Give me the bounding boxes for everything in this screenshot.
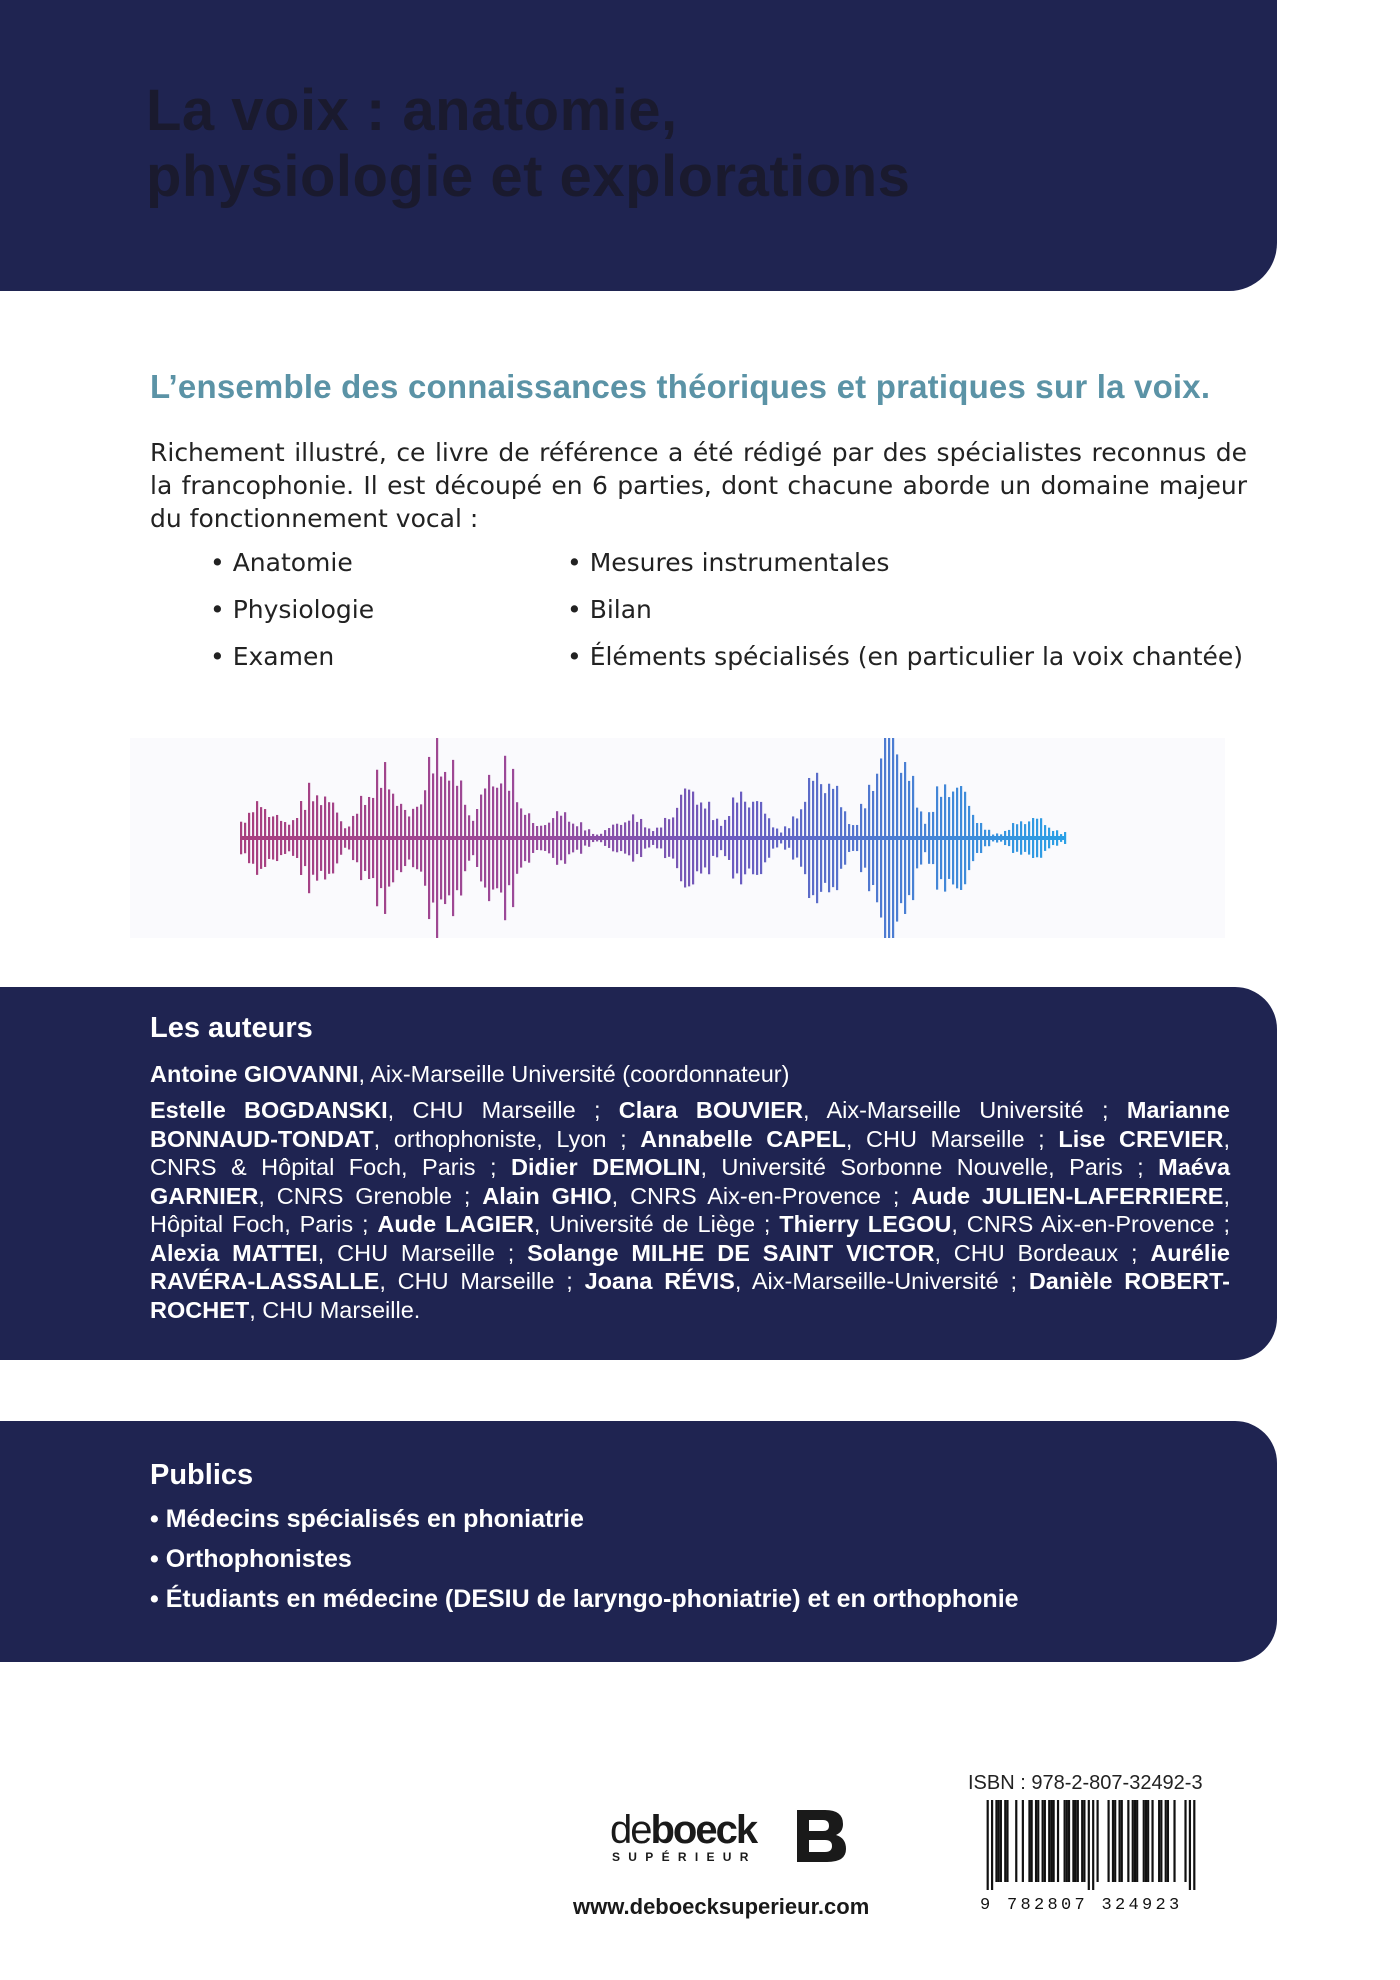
barcode-bar — [1160, 1800, 1162, 1882]
author-affiliation: , CHU Bordeaux ; — [934, 1239, 1151, 1266]
barcode-bar — [998, 1800, 1000, 1882]
author-name: Annabelle CAPEL — [640, 1125, 846, 1152]
publisher-logo — [610, 1808, 850, 1868]
barcode-bar — [1096, 1800, 1098, 1882]
book-title — [146, 78, 1246, 210]
author-affiliation: , CNRS Aix-en-Provence ; — [611, 1182, 912, 1209]
topic-item: • Éléments spécialisés (en particulier la voix chantée) — [567, 642, 1244, 671]
author-affiliation: , Université de Liège ; — [533, 1211, 780, 1237]
tagline: L’ensemble des connaissances théoriques et pratiques sur la voix. — [150, 368, 1211, 405]
barcode-bar — [1022, 1800, 1024, 1882]
barcode-bar — [1088, 1800, 1090, 1890]
barcode-bar — [1066, 1800, 1068, 1882]
logo-light-part: de — [610, 1808, 651, 1852]
barcode-bar — [1035, 1800, 1037, 1882]
barcode-bar — [995, 1800, 997, 1882]
authors-list — [150, 1096, 1230, 1324]
barcode-bar — [1145, 1800, 1147, 1882]
isbn-label: ISBN : 978-2-807-32492-3 — [968, 1772, 1203, 1794]
publisher-logo-word — [610, 1808, 756, 1853]
barcode-digits: 9 782807 324923 — [980, 1896, 1183, 1915]
author-affiliation: , Hôpital Foch, Paris ; — [150, 1182, 1230, 1237]
barcode-bar — [1167, 1800, 1169, 1882]
author-affiliation: , CHU Marseille ; — [845, 1125, 1059, 1152]
sound-wave-illustration — [130, 738, 1225, 938]
book-title-line-1: La voix : anatomie, — [146, 78, 678, 143]
barcode-bar — [1057, 1800, 1059, 1882]
barcode-bar — [1165, 1800, 1167, 1882]
barcode-bar — [1068, 1800, 1070, 1882]
public-item: • Médecins spécialisés en phoniatrie — [150, 1505, 584, 1533]
topic-item: • Mesures instrumentales — [567, 548, 890, 577]
author-affiliation: , Aix-Marseille-Université ; — [734, 1268, 1029, 1294]
barcode-bar — [1037, 1800, 1039, 1882]
barcode-bar — [1031, 1800, 1033, 1882]
intro-paragraph: Richement illustré, ce livre de référence a été rédigé par des spécialistes reconnus de la francophonie. Il est découpé en 6 parties, dont chacune aborde un domaine majeur du fonctionnement vocal : — [150, 438, 1247, 533]
barcode-bar — [1193, 1800, 1195, 1890]
barcode-bar — [1173, 1800, 1175, 1882]
barcode-bar — [1127, 1800, 1129, 1882]
barcode-bar — [1042, 1800, 1044, 1882]
barcode-bar — [1015, 1800, 1017, 1882]
barcode-bar — [1092, 1800, 1094, 1890]
barcode-bar — [1064, 1800, 1066, 1882]
topic-item: • Anatomie — [210, 548, 353, 577]
barcode-bar — [991, 1800, 993, 1890]
authors-heading: Les auteurs — [150, 1012, 313, 1044]
barcode-bar — [1000, 1800, 1002, 1882]
barcode-bar — [1118, 1800, 1120, 1882]
barcode-bar — [987, 1800, 989, 1890]
barcode-bar — [1072, 1800, 1074, 1882]
publisher-b-mark-icon — [793, 1808, 849, 1864]
author-name: Lise CREVIER — [1058, 1125, 1224, 1152]
barcode-bar — [1028, 1800, 1030, 1882]
barcode-bar — [1077, 1800, 1079, 1882]
author-affiliation: , CHU Marseille ; — [317, 1239, 528, 1266]
author-affiliation: , CHU Marseille ; — [379, 1268, 585, 1294]
author-name: Antoine GIOVANNI — [150, 1061, 359, 1087]
author-name: Marianne BONNAUD-TONDAT — [150, 1097, 1230, 1152]
coordinator-entry — [150, 1061, 1230, 1088]
author-name: Aurélie RAVÉRA-LASSALLE — [150, 1239, 1230, 1294]
barcode-bar — [1006, 1800, 1008, 1882]
barcode-bar — [1112, 1800, 1114, 1882]
barcode-bar — [1132, 1800, 1134, 1882]
wave-center-line — [240, 836, 1065, 840]
barcode-bar — [1189, 1800, 1191, 1890]
author-affiliation: , orthophoniste, Lyon ; — [373, 1125, 641, 1152]
public-item: • Étudiants en médecine (DESIU de laryngo-phoniatrie) et en orthophonie — [150, 1585, 1019, 1613]
barcode — [980, 1800, 1202, 1890]
barcode-bar — [1143, 1800, 1145, 1882]
author-affiliation: , Aix-Marseille Université ; — [802, 1097, 1127, 1123]
barcode-bar — [1134, 1800, 1136, 1882]
author-name: Thierry LEGOU — [779, 1211, 952, 1237]
author-affiliation: , CNRS Grenoble ; — [258, 1182, 483, 1209]
author-affiliation: , CHU Marseille. — [249, 1296, 421, 1323]
barcode-bar — [1044, 1800, 1046, 1882]
author-name: Didier DEMOLIN — [511, 1154, 701, 1180]
publisher-website[interactable]: www.deboecksuperieur.com — [573, 1894, 870, 1919]
barcode-bar — [1004, 1800, 1006, 1882]
author-affiliation: , CNRS Aix-en-Provence ; — [951, 1211, 1230, 1237]
topic-item: • Examen — [210, 642, 335, 671]
book-title-line-2: physiologie et explorations — [146, 144, 911, 209]
barcode-bar — [1075, 1800, 1077, 1882]
author-affiliation: , CNRS & Hôpital Foch, Paris ; — [150, 1125, 1230, 1180]
publisher-logo-subtitle: SUPÉRIEUR — [612, 1850, 757, 1864]
topics-list-left — [210, 543, 374, 684]
author-name: Alexia MATTEI — [150, 1239, 318, 1266]
publics-heading: Publics — [150, 1459, 254, 1491]
author-affiliation: , Université Sorbonne Nouvelle, Paris ; — [700, 1154, 1159, 1180]
barcode-bar — [1081, 1800, 1083, 1882]
author-affiliation: , CHU Marseille ; — [387, 1097, 619, 1123]
barcode-bar — [1136, 1800, 1138, 1882]
barcode-bar — [1147, 1800, 1149, 1882]
publics-list — [150, 1499, 1019, 1619]
author-name: Estelle BOGDANSKI — [150, 1097, 388, 1123]
author-name: Aude JULIEN-LAFERRIERE — [911, 1182, 1224, 1209]
barcode-bar — [1083, 1800, 1085, 1882]
public-item: • Orthophonistes — [150, 1545, 352, 1573]
topics-list-right — [567, 543, 1243, 684]
author-name: Clara BOUVIER — [618, 1097, 803, 1123]
barcode-bar — [1053, 1800, 1055, 1882]
author-name: Maéva GARNIER — [150, 1154, 1231, 1209]
barcode-bar — [1158, 1800, 1160, 1882]
topic-item: • Physiologie — [210, 595, 375, 624]
barcode-bar — [1121, 1800, 1123, 1882]
author-name: Danièle ROBERT-ROCHET — [150, 1268, 1230, 1323]
author-affiliation: , Aix-Marseille Université (coordonnateur) — [358, 1061, 790, 1087]
barcode-bar — [1114, 1800, 1116, 1882]
barcode-bar — [1151, 1800, 1153, 1882]
topic-item: • Bilan — [567, 595, 652, 624]
author-name: Alain GHIO — [482, 1182, 612, 1209]
author-name: Aude LAGIER — [377, 1211, 534, 1237]
author-name: Solange MILHE DE SAINT VICTOR — [527, 1239, 935, 1266]
barcode-bar — [1050, 1800, 1052, 1882]
barcode-bar — [1107, 1800, 1109, 1882]
barcode-bar — [1048, 1800, 1050, 1882]
barcode-bar — [1184, 1800, 1186, 1882]
logo-bold-part: boeck — [650, 1808, 757, 1852]
author-name: Joana RÉVIS — [584, 1268, 735, 1294]
